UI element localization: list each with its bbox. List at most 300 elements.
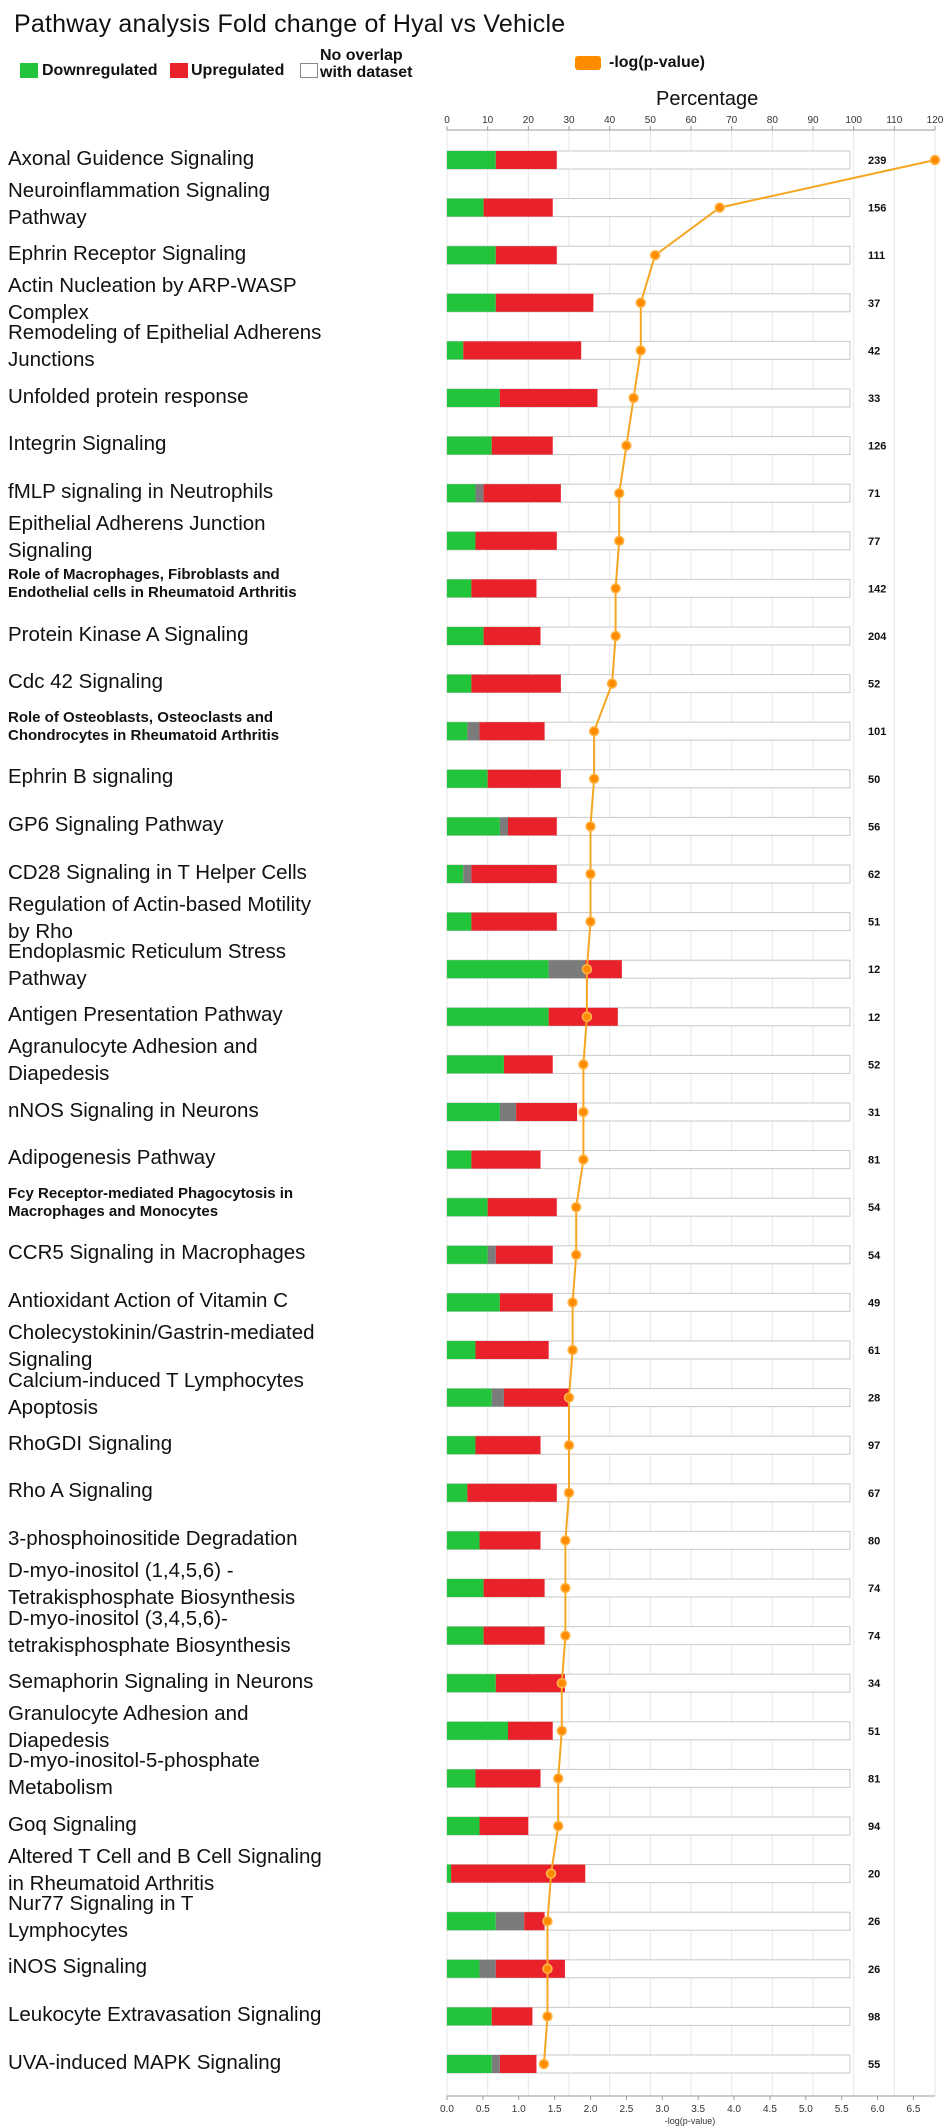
pathway-label-line: tetrakisphosphate Biosynthesis — [8, 1633, 291, 1657]
neg-log-p-point — [590, 727, 599, 736]
bar-middle — [500, 1103, 516, 1121]
pathway-label — [8, 859, 438, 886]
bar-downregulated — [447, 1103, 500, 1121]
top-tick-label: 80 — [766, 115, 778, 126]
bar-upregulated — [504, 1055, 553, 1073]
neg-log-p-point — [590, 774, 599, 783]
pathway-label — [8, 1097, 438, 1124]
bar-downregulated — [447, 1674, 496, 1692]
neg-log-p-point — [572, 1203, 581, 1212]
pathway-label-line: Metabolism — [8, 1776, 113, 1800]
bar-upregulated — [471, 675, 560, 693]
neg-log-p-point — [572, 1250, 581, 1259]
pathway-label — [8, 938, 438, 992]
pathway-label — [8, 1525, 438, 1552]
total-label: 94 — [868, 1821, 881, 1833]
pathway-label-line: 3-phosphoinositide Degradation — [8, 1526, 298, 1550]
pathway-label-line: Pathway — [8, 967, 87, 991]
pathway-label-line: Altered T Cell and B Cell Signaling — [8, 1844, 322, 1868]
bar-upregulated — [496, 294, 594, 312]
pathway-label-line: Rho A Signaling — [8, 1479, 153, 1503]
bar-middle — [500, 817, 508, 835]
pathway-label-line: Goq Signaling — [8, 1812, 137, 1836]
bar-downregulated — [447, 1436, 475, 1454]
bottom-tick-label: 6.5 — [906, 2104, 921, 2115]
pathway-label-line: Agranulocyte Adhesion and — [8, 1035, 258, 1059]
pathway-label — [8, 668, 438, 695]
top-axis-label: Percentage — [656, 88, 759, 110]
pathway-label-line: Macrophages and Monocytes — [8, 1203, 219, 1221]
bar-downregulated — [447, 532, 475, 550]
bar-downregulated — [447, 1912, 496, 1930]
bar-upregulated — [480, 1531, 541, 1549]
pathway-label — [8, 319, 438, 373]
bar-upregulated — [475, 1769, 540, 1787]
pathway-label — [8, 891, 438, 945]
bar-upregulated — [516, 1103, 577, 1121]
bar-upregulated — [524, 1912, 544, 1930]
bottom-tick-label: 6.0 — [870, 2104, 885, 2115]
pathway-label — [8, 1144, 438, 1171]
pathway-label — [8, 1287, 438, 1314]
pathway-label-line: Role of Macrophages, Fibroblasts and — [8, 566, 280, 584]
pathway-label-line: Antigen Presentation Pathway — [8, 1003, 283, 1027]
pathway-label — [8, 1668, 438, 1695]
bar-downregulated — [447, 1531, 480, 1549]
pathway-label-line: fMLP signaling in Neutrophils — [8, 479, 274, 503]
total-label: 26 — [868, 1916, 881, 1929]
pathway-label-line: Granulocyte Adhesion and — [8, 1701, 249, 1725]
pathway-label-line: Junctions — [8, 348, 95, 372]
bar-downregulated — [447, 1008, 549, 1026]
pathway-label-line: Role of Osteoblasts, Osteoclasts and — [8, 709, 274, 727]
bar-downregulated — [447, 2007, 492, 2025]
neg-log-p-point — [615, 536, 624, 545]
bar-downregulated — [447, 1198, 488, 1216]
pathway-label — [8, 1239, 438, 1266]
bar-downregulated — [447, 579, 471, 597]
pathway-label-line: in Rheumatoid Arthritis — [8, 1871, 215, 1895]
pathway-label — [8, 1890, 438, 1944]
total-label: 74 — [868, 1630, 881, 1643]
top-tick-label: 20 — [522, 115, 534, 126]
pathway-label — [8, 1001, 438, 1028]
top-tick-label: 120 — [926, 115, 944, 126]
total-label: 98 — [868, 2011, 881, 2024]
pathway-label — [8, 177, 438, 231]
bar-downregulated — [447, 1722, 508, 1740]
total-label: 54 — [868, 1202, 881, 1215]
bar-upregulated — [508, 817, 557, 835]
pathway-label — [8, 566, 438, 602]
bar-middle — [492, 2055, 500, 2073]
bar-downregulated — [447, 722, 467, 740]
pathway-label — [8, 510, 438, 564]
neg-log-p-point — [608, 679, 617, 688]
pathway-label-line: Protein Kinase A Signaling — [8, 622, 249, 646]
total-label: 49 — [868, 1297, 881, 1310]
neg-log-p-point — [543, 1917, 552, 1926]
total-label: 51 — [868, 916, 881, 929]
pathway-label-line: Ephrin B signaling — [8, 765, 174, 789]
pathway-label-line: Adipogenesis Pathway — [8, 1146, 216, 1170]
bar-downregulated — [447, 1151, 471, 1169]
total-label: 61 — [868, 1345, 881, 1357]
bar-downregulated — [447, 1865, 451, 1883]
bottom-tick-label: 2.5 — [619, 2104, 634, 2115]
bottom-tick-label: 5.5 — [834, 2104, 849, 2115]
top-tick-label: 110 — [886, 115, 903, 126]
bottom-tick-label: 4.0 — [727, 2104, 742, 2115]
total-label: 97 — [868, 1440, 881, 1453]
neg-log-p-point — [565, 1393, 574, 1402]
pathway-label-line: Apoptosis — [8, 1395, 99, 1419]
pathway-label-line: CCR5 Signaling in Macrophages — [8, 1241, 306, 1265]
pathway-label-line: Integrin Signaling — [8, 432, 167, 456]
neg-log-p-point — [931, 156, 940, 165]
bottom-tick-label: 1.0 — [511, 2104, 526, 2115]
bar-downregulated — [447, 199, 484, 217]
pathway-label-line: Epithelial Adherens Junction — [8, 511, 266, 535]
neg-log-p-point — [539, 2060, 548, 2069]
pathway-label-line: Remodeling of Epithelial Adherens — [8, 321, 322, 345]
bar-upregulated — [496, 1960, 565, 1978]
total-label: 126 — [868, 440, 887, 453]
bar-downregulated — [447, 484, 475, 502]
total-label: 204 — [868, 631, 887, 643]
neg-log-p-point — [629, 394, 638, 403]
bar-upregulated — [488, 1198, 557, 1216]
bar-upregulated — [496, 1246, 553, 1264]
bar-upregulated — [475, 1341, 548, 1359]
pathway-label — [8, 2001, 438, 2028]
total-label: 55 — [868, 2059, 881, 2071]
bar-upregulated — [496, 1674, 565, 1692]
bar-upregulated — [500, 389, 598, 407]
pathway-label — [8, 1185, 438, 1221]
neg-log-p-point — [611, 632, 620, 641]
total-label: 33 — [868, 393, 881, 405]
top-tick-label: 70 — [726, 115, 738, 126]
bar-downregulated — [447, 1960, 480, 1978]
pathway-label — [8, 1605, 438, 1659]
pathway-label-line: iNOS Signaling — [8, 1955, 148, 1979]
bar-downregulated — [447, 151, 496, 169]
bar-upregulated — [451, 1865, 585, 1883]
pathway-label — [8, 1811, 438, 1838]
neg-log-p-point — [611, 584, 620, 593]
pathway-label-line: Diapedesis — [8, 1728, 110, 1752]
bar-downregulated — [447, 960, 549, 978]
bar-downregulated — [447, 1769, 475, 1787]
bar-middle — [488, 1246, 496, 1264]
pathway-label-line: D-myo-inositol-5-phosphate — [8, 1749, 260, 1773]
total-label: 239 — [868, 155, 887, 167]
bar-upregulated — [463, 341, 581, 359]
total-label: 80 — [868, 1535, 881, 1548]
total-label: 12 — [868, 964, 881, 977]
bar-upregulated — [471, 865, 556, 883]
total-label: 26 — [868, 1963, 881, 1976]
neg-log-p-point — [715, 203, 724, 212]
neg-log-p-point — [547, 1869, 556, 1878]
neg-log-p-point — [565, 1441, 574, 1450]
pathway-label — [8, 240, 438, 267]
bar-downregulated — [447, 1055, 504, 1073]
bar-upregulated — [475, 532, 556, 550]
neg-log-p-point — [565, 1488, 574, 1497]
total-label: 111 — [868, 250, 886, 263]
pathway-label — [8, 1319, 438, 1373]
bottom-tick-label: 5.0 — [798, 2104, 813, 2115]
pathway-label — [8, 145, 438, 172]
total-label: 67 — [868, 1487, 881, 1500]
bottom-tick-label: 0.5 — [475, 2104, 490, 2115]
neg-log-p-point — [543, 1964, 552, 1973]
bar-upregulated — [484, 1627, 545, 1645]
bar-upregulated — [500, 2055, 537, 2073]
top-tick-label: 50 — [644, 115, 656, 126]
bar-middle — [463, 865, 471, 883]
total-label: 37 — [868, 297, 881, 310]
bar-downregulated — [447, 1817, 480, 1835]
total-label: 20 — [868, 1868, 881, 1881]
pathway-label-line: Endoplasmic Reticulum Stress — [8, 940, 286, 964]
bar-upregulated — [488, 770, 561, 788]
neg-log-p-point — [543, 2012, 552, 2021]
top-tick-label: 90 — [807, 115, 819, 126]
pathway-label-line: Pathway — [8, 205, 87, 229]
pathway-label-line: Actin Nucleation by ARP-WASP — [8, 273, 297, 297]
top-tick-label: 0 — [444, 115, 450, 126]
neg-log-p-point — [568, 1346, 577, 1355]
pathway-label-line: Neuroinflammation Signaling — [8, 178, 271, 202]
legend-neg-log-p-label: -log(p-value) — [609, 54, 705, 71]
total-label: 156 — [868, 202, 887, 215]
bar-downregulated — [447, 246, 496, 264]
neg-log-p-point — [561, 1584, 570, 1593]
total-label: 77 — [868, 535, 881, 548]
pathway-label-line: Tetrakisphosphate Biosynthesis — [8, 1586, 296, 1609]
bar-upregulated — [504, 1389, 569, 1407]
pathway-label — [8, 1700, 438, 1754]
total-label: 52 — [868, 678, 881, 691]
pathway-label-line: Regulation of Actin-based Motility — [8, 892, 312, 916]
pathway-label-line: Cdc 42 Signaling — [8, 670, 163, 694]
pathway-label-line: Fcy Receptor-mediated Phagocytosis in — [8, 1185, 294, 1203]
pathway-label-line: Calcium-induced T Lymphocytes — [8, 1368, 304, 1392]
total-label: 28 — [868, 1392, 881, 1405]
bar-upregulated — [471, 579, 536, 597]
bar-downregulated — [447, 865, 463, 883]
pathway-label-line: GP6 Signaling Pathway — [8, 812, 224, 836]
bar-downregulated — [447, 437, 492, 455]
neg-log-p-point — [579, 1060, 588, 1069]
bar-upregulated — [484, 484, 561, 502]
total-label: 142 — [868, 583, 887, 596]
total-label: 56 — [868, 821, 881, 834]
total-label: 31 — [868, 1107, 881, 1119]
bar-downregulated — [447, 1579, 484, 1597]
total-label: 34 — [868, 1678, 881, 1691]
pathway-label-line: Ephrin Receptor Signaling — [8, 241, 247, 265]
bar-downregulated — [447, 1293, 500, 1311]
total-label: 81 — [868, 1773, 881, 1786]
neg-log-p-point — [651, 251, 660, 260]
neg-log-p-point — [582, 1012, 591, 1021]
bar-middle — [475, 484, 483, 502]
pathway-label — [8, 763, 438, 790]
total-label: 51 — [868, 1725, 881, 1738]
bar-upregulated — [496, 246, 557, 264]
pathway-label — [8, 1430, 438, 1457]
pathway-label-line: D-myo-inositol (3,4,5,6)- — [8, 1606, 228, 1630]
bottom-tick-label: 3.5 — [691, 2104, 706, 2115]
pathway-label — [8, 272, 438, 326]
total-label: 54 — [868, 1249, 881, 1262]
neg-log-p-point — [586, 870, 595, 879]
pathway-label-line: Signaling — [8, 1348, 93, 1371]
bar-downregulated — [447, 1341, 475, 1359]
bar-middle — [549, 960, 586, 978]
total-label: 71 — [868, 488, 881, 501]
neg-log-p-point — [557, 1679, 566, 1688]
top-tick-label: 60 — [685, 115, 697, 126]
pathway-label — [8, 621, 438, 648]
pathway-label — [8, 1747, 438, 1801]
chart-title: Pathway analysis Fold change of Hyal vs Vehicle — [14, 10, 566, 38]
neg-log-p-point — [561, 1631, 570, 1640]
bottom-tick-label: 2.0 — [583, 2104, 598, 2115]
pathway-label-line: D-myo-inositol (1,4,5,6) - — [8, 1559, 234, 1582]
bar-middle — [496, 1912, 524, 1930]
neg-log-p-point — [561, 1536, 570, 1545]
pathway-label-line: Signaling — [8, 538, 93, 562]
total-label: 62 — [868, 869, 881, 881]
pathway-label-line: Axonal Guidence Signaling — [8, 146, 255, 170]
legend-upregulated-label: Upregulated — [191, 62, 285, 79]
bar-downregulated — [447, 341, 463, 359]
neg-log-p-point — [615, 489, 624, 498]
pathway-label-line: nNOS Signaling in Neurons — [8, 1098, 259, 1122]
bottom-axis-label: -log(p-value) — [664, 2116, 716, 2126]
neg-log-p-point — [554, 1774, 563, 1783]
bar-middle — [492, 1389, 504, 1407]
bottom-tick-label: 1.5 — [547, 2104, 562, 2115]
neg-log-p-point — [622, 441, 631, 450]
neg-log-p-point — [568, 1298, 577, 1307]
total-label: 81 — [868, 1154, 881, 1167]
pathway-label — [8, 1953, 438, 1980]
bar-upregulated — [471, 913, 556, 931]
pathway-label-line: RhoGDI Signaling — [8, 1431, 173, 1455]
neg-log-p-point — [582, 965, 591, 974]
legend-downregulated-label: Downregulated — [42, 62, 158, 79]
bar-downregulated — [447, 1484, 467, 1502]
total-label: 74 — [868, 1583, 881, 1595]
bar-upregulated — [484, 627, 541, 645]
neg-log-p-point — [586, 917, 595, 926]
bar-downregulated — [447, 627, 484, 645]
pathway-label — [8, 478, 438, 505]
bar-downregulated — [447, 1389, 492, 1407]
pathway-label-line: CD28 Signaling in T Helper Cells — [8, 860, 307, 884]
bar-upregulated — [496, 151, 557, 169]
bar-middle — [480, 1960, 496, 1978]
neg-log-p-point — [557, 1726, 566, 1735]
pathway-label — [8, 811, 438, 838]
total-label: 52 — [868, 1059, 881, 1072]
pathway-label-line: Lymphocytes — [8, 1919, 129, 1943]
neg-log-p-point — [636, 298, 645, 307]
pathway-label-line: Endothelial cells in Rheumatoid Arthritis — [8, 584, 297, 602]
pathway-label-line: Unfolded protein response — [8, 384, 249, 408]
top-tick-label: 10 — [482, 115, 494, 126]
pathway-label-line: by Rho — [8, 919, 73, 943]
pathway-label — [8, 1843, 438, 1897]
total-label: 50 — [868, 773, 881, 786]
bar-downregulated — [447, 1627, 484, 1645]
neg-log-p-point — [636, 346, 645, 355]
neg-log-p-point — [579, 1108, 588, 1117]
pathway-label — [8, 1033, 438, 1087]
pathway-label-line: Semaphorin Signaling in Neurons — [8, 1669, 314, 1693]
pathway-label — [8, 1557, 438, 1611]
bar-upregulated — [484, 1579, 545, 1597]
bottom-tick-label: 4.5 — [762, 2104, 777, 2115]
pathway-label-line: Diapedesis — [8, 1062, 110, 1086]
bar-upregulated — [471, 1151, 540, 1169]
bar-downregulated — [447, 294, 496, 312]
bar-downregulated — [447, 2055, 492, 2073]
bar-downregulated — [447, 389, 500, 407]
pathway-label-line: Antioxidant Action of Vitamin C — [8, 1288, 288, 1312]
pathway-label-line: Nur77 Signaling in T — [8, 1892, 194, 1916]
bar-downregulated — [447, 913, 471, 931]
pathway-label-line: Cholecystokinin/Gastrin-mediated — [8, 1321, 315, 1344]
bottom-tick-label: 3.0 — [655, 2104, 670, 2115]
bar-upregulated — [492, 2007, 533, 2025]
pathway-label-line: Complex — [8, 300, 89, 324]
pathway-label — [8, 1477, 438, 1504]
top-tick-label: 40 — [604, 115, 616, 126]
bar-upregulated — [500, 1293, 553, 1311]
top-tick-label: 30 — [563, 115, 575, 126]
pathway-label-line: UVA-induced MAPK Signaling — [8, 2050, 282, 2074]
bottom-tick-label: 0.0 — [440, 2104, 454, 2115]
pathway-label-line: Chondrocytes in Rheumatoid Arthritis — [8, 727, 280, 745]
pathway-label-line: Leukocyte Extravasation Signaling — [8, 2002, 322, 2026]
bar-upregulated — [480, 1817, 529, 1835]
pathway-label — [8, 430, 438, 457]
neg-log-p-point — [586, 822, 595, 831]
bar-upregulated — [480, 722, 545, 740]
total-label: 101 — [868, 726, 887, 739]
bar-upregulated — [475, 1436, 540, 1454]
top-tick-label: 100 — [845, 115, 863, 126]
total-label: 42 — [868, 345, 881, 358]
pathway-label — [8, 2049, 438, 2076]
pathway-label — [8, 1367, 438, 1421]
bar-middle — [467, 722, 479, 740]
total-label: 12 — [868, 1011, 881, 1024]
bar-upregulated — [484, 199, 553, 217]
bar-upregulated — [492, 437, 553, 455]
neg-log-p-point — [554, 1822, 563, 1831]
bar-downregulated — [447, 817, 500, 835]
neg-log-p-point — [579, 1155, 588, 1164]
pathway-label — [8, 383, 438, 410]
